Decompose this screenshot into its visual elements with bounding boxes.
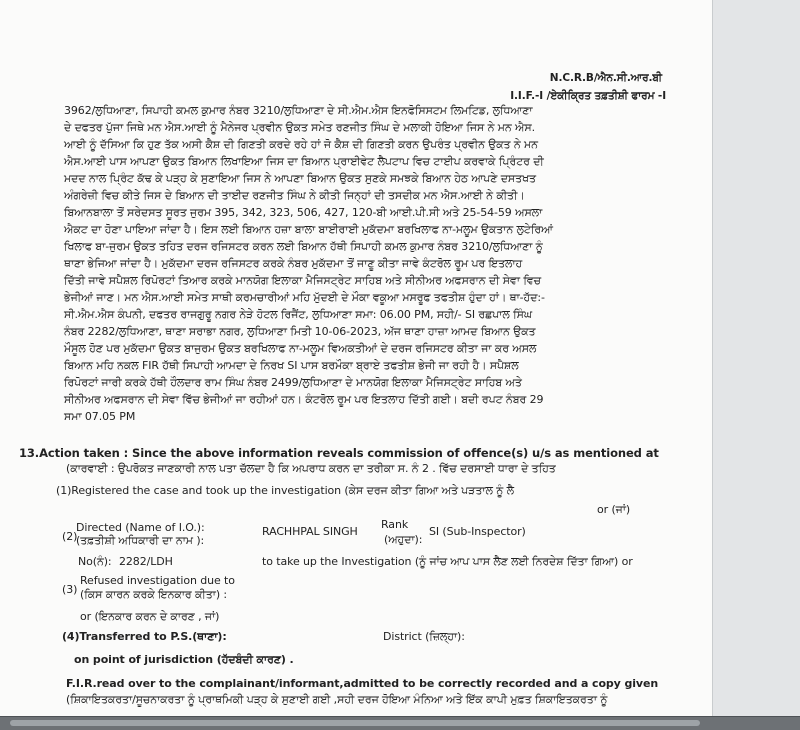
item-2-number: (2)	[62, 530, 78, 543]
statement-line: ਆਈ ਨੂੰ ਦੱਸਿਆ ਕਿ ਹੁਣ ਤੱਕ ਅਸੀ ਕੈਸ਼ ਦੀ ਗਿਣਤੀ ਕਰਦੇ ਰਹੇ ਹਾਂ ਜੋ ਕੈਸ਼ ਦੀ ਗਿਣਤੀ ਕਰਨ ਉਪਰੰਤ ਪ੍ਰਵੀਨ ਉਕਤ ਨੇ ਮਨ	[64, 138, 538, 151]
fir-read-over-pa: (ਸ਼ਿਕਾਇਤਕਰਤਾ/ਸੂਚਨਾਕਰਤਾ ਨੂੰ ਪ੍ਰਾਥਮਿਕੀ ਪੜ੍ਹ ਕੇ ਸੁਣਾਈ ਗਈ ,ਸਹੀ ਦਰਜ ਹੋਇਆ ਮੰਨਿਆ ਅਤੇ ਇੱਕ ਕਾਪੀ ਮੁਫ਼ਤ ਸ਼ਿਕਾਇਤਕਰਤਾ ਨੂੰ	[66, 693, 608, 706]
statement-line: ਸੀਨੀਅਰ ਅਫਸਰਾਨ ਦੀ ਸੇਵਾ ਵਿੱਚ ਭੇਜੀਆਂ ਜਾ ਰਹੀਆਂ ਹਨ। ਕੰਟਰੋਲ ਰੂਮ ਪਰ ਇਤਲਾਹ ਦਿੱਤੀ ਗਈ। ਬਦੀ ਰਪਟ ਨੰਬਰ 29	[64, 393, 544, 406]
jurisdiction-label: on point of jurisdiction (ਹੱਦਬੰਦੀ ਕਾਰਣ) .	[74, 653, 294, 666]
statement-line: ਸੀ.ਐਮ.ਐਸ ਕੰਪਨੀ, ਦਫਤਰ ਰਾਜਗੁਰੂ ਨਗਰ ਨੇੜੇ ਹੋਟਲ ਰਿਜੈਂਟ, ਲੁਧਿਆਣਾ ਸਮਾ: 06.00 PM, ਸਹੀ/- SI ਰਛਪਾਲ ਸਿੰਘ	[64, 308, 532, 321]
scrollbar-thumb[interactable]	[10, 720, 700, 726]
statement-line: ਅੰਗਰੇਜ਼ੀ ਵਿਚ ਕੀਤੇ ਜਿਸ ਦੇ ਬਿਆਨ ਦੀ ਤਾਈਦ ਰਣਜੀਤ ਸਿੰਘ ਨੇ ਕੀਤੀ ਜਿਨ੍ਹਾਂ ਦੀ ਤਸਦੀਕ ਮਨ ਐਸ.ਆਈ ਨੇ ਕੀਤੀ।	[64, 189, 525, 202]
item-registered: (1)Registered the case and took up the investigation (ਕੇਸ ਦਰਜ ਕੀਤਾ ਗਿਆ ਅਤੇ ਪੜਤਾਲ ਨੂੰ ਲੈ	[56, 484, 514, 497]
fir-read-over: F.I.R.read over to the complainant/informant,admitted to be correctly recorded and a copy given	[66, 677, 659, 690]
rank-value: SI (Sub-Inspector)	[429, 525, 526, 538]
ncrb-header: N.C.R.B/ਐਨ.ਸੀ.ਆਰ.ਬੀ	[549, 72, 662, 84]
statement-line: ਬਿਆਨਬਾਲਾ ਤੋਂ ਸਰੇਦਸਤ ਸੂਰਤ ਜੁਰਮ 395, 342, 323, 506, 427, 120-ਬੀ ਆਈ.ਪੀ.ਸੀ ਅਤੇ 25-54-59 ਅਸਲਾ	[64, 206, 543, 219]
or-label: or (ਜਾਂ)	[597, 503, 631, 516]
io-name: RACHHPAL SINGH	[262, 525, 358, 538]
statement-line: ਸਮਾ 07.05 PM	[64, 410, 136, 423]
directed-label-pa: (ਤਫ਼ਤੀਸ਼ੀ ਅਧਿਕਾਰੀ ਦਾ ਨਾਮ ):	[76, 534, 205, 547]
viewer-background	[712, 0, 800, 716]
refused-label-pa: (ਕਿਸ ਕਾਰਨ ਕਰਕੇ ਇਨਕਾਰ ਕੀਤਾ) :	[80, 588, 228, 601]
action-heading-pa: (ਕਾਰਵਾਈ : ਉਪਰੋਕਤ ਜਾਣਕਾਰੀ ਨਾਲ ਪਤਾ ਚੱਲਦਾ ਹੈ ਕਿ ਅਪਰਾਧ ਕਰਨ ਦਾ ਤਰੀਕਾ ਸ. ਨੰ 2 . ਵਿੱਚ ਦਰਸਾਈ ਧਾਰਾ ਦੇ ਤਹਿਤ	[66, 462, 556, 475]
district-label: District (ਜ਼ਿਲ੍ਹਾ):	[383, 630, 465, 643]
officer-number-label: No(ਨੰ):	[78, 555, 112, 568]
statement-line: ਖਿਲਾਫ ਬਾ-ਜੁਰਮ ਉਕਤ ਤਹਿਤ ਦਰਜ ਰਜਿਸਟਰ ਕਰਨ ਲਈ ਬਿਆਨ ਹੱਥੀ ਸਿਪਾਹੀ ਕਮਲ ਕੁਮਾਰ ਨੰਬਰ 3210/ਲੁਧਿਆਣਾ ਨੂੰ	[64, 240, 543, 253]
statement-line: ਥਾਣਾ ਭੇਜਿਆ ਜਾਂਦਾ ਹੈ। ਮੁਕੱਦਮਾ ਦਰਜ ਰਜਿਸਟਰ ਕਰਕੇ ਨੰਬਰ ਮੁਕੱਦਮਾ ਤੋਂ ਜਾਣੂ ਕੀਤਾ ਜਾਵੇ ਕੰਟਰੋਲ ਰੂਮ ਪਰ ਇਤਲਾਹ	[64, 257, 523, 270]
statement-line: ਮੌਸੂਲ ਹੋਣ ਪਰ ਮੁਕੱਦਮਾ ਉਕਤ ਬਾਜੁਰਮ ਉਕਤ ਬਰਖਿਲਾਫ ਨਾ-ਮਲੂਮ ਵਿਅਕਤੀਆਂ ਦੇ ਦਰਜ ਰਜਿਸਟਰ ਕੀਤਾ ਜਾ ਕਰ ਅਸਲ	[64, 342, 537, 355]
statement-line: 3962/ਲੁਧਿਆਣਾ, ਸਿਪਾਹੀ ਕਮਲ ਕੁਮਾਰ ਨੰਬਰ 3210/ਲੁਧਿਆਣਾ ਦੇ ਸੀ.ਐਮ.ਐਸ ਇਨਫੋਸਿਸਟਮ ਲਿਮਟਿਡ, ਲੁਧਿਆਣਾ	[64, 104, 533, 117]
statement-line: ਐਕਟ ਦਾ ਹੋਣਾ ਪਾਇਆ ਜਾਂਦਾ ਹੈ। ਇਸ ਲਈ ਬਿਆਨ ਹਜ਼ਾ ਬਾਲਾ ਬਾਈਰਾਈ ਮੁਕੱਦਮਾ ਬਰਖਿਲਾਫ ਨਾ-ਮਲੂਮ ਉਕਤਾਨ ਲੁਟੇਰਿਆਂ	[64, 223, 553, 236]
rank-label-pa: (ਅਹੁਦਾ):	[384, 533, 423, 546]
statement-line: ਨੰਬਰ 2282/ਲੁਧਿਆਣਾ, ਥਾਣਾ ਸਰਾਭਾ ਨਗਰ, ਲੁਧਿਆਣਾ ਮਿਤੀ 10-06-2023, ਅੱਜ ਥਾਣਾ ਹਾਜ਼ਾ ਆਮਦ ਬਿਆਨ ਉਕਤ	[64, 325, 536, 338]
directed-label: Directed (Name of I.O.):	[76, 521, 205, 534]
item-3-number: (3)	[62, 583, 78, 596]
rank-label: Rank	[381, 518, 409, 531]
refused-label: Refused investigation due to	[80, 574, 235, 587]
statement-line: ਬਿਆਨ ਮਹਿ ਨਕਲ FIR ਹੱਥੀ ਸਿਪਾਹੀ ਆਮਦਾ ਦੇ ਨਿਰਖ SI ਪਾਸ ਬਰਮੌਕਾ ਬ੍ਰਾਏ ਤਫਤੀਸ਼ ਭੇਜੀ ਜਾ ਰਹੀ ਹੈ। ਸਪੈਸ਼ਲ	[64, 359, 519, 372]
statement-line: ਦਿੱਤੀ ਜਾਵੇ ਸਪੈਸ਼ਲ ਰਿਪੋਰਟਾਂ ਤਿਆਰ ਕਰਕੇ ਮਾਨਯੋਗ ਇਲਾਕਾ ਮੈਜਿਸਟ੍ਰੇਟ ਸਾਹਿਬ ਅਤੇ ਸੀਨੀਅਰ ਅਫਸਰਾਨ ਦੀ ਸੇਵਾ ਵਿਚ	[64, 274, 541, 287]
officer-number: 2282/LDH	[119, 555, 173, 568]
statement-line: ਭੇਜੀਆਂ ਜਾਣ। ਮਨ ਐਸ.ਆਈ ਸਮੇਤ ਸਾਥੀ ਕਰਮਚਾਰੀਆਂ ਮਹਿ ਮੁੱਦਈ ਦੇ ਮੌਕਾ ਵਕੂਆ ਮਸਰੂਫ ਤਫਤੀਸ਼ ਹੁੰਦਾ ਹਾਂ। ਥਾ-ਹੱਦ:-	[64, 291, 545, 304]
transferred-label: (4)Transferred to P.S.(ਥਾਣਾ):	[62, 630, 227, 643]
action-heading-en: 13.Action taken : Since the above information reveals commission of offence(s) u/s as mentioned at	[19, 446, 659, 460]
statement-line: ਐਸ.ਆਈ ਪਾਸ ਆਪਣਾ ਉਕਤ ਬਿਆਨ ਲਿਖਾਇਆ ਜਿਸ ਦਾ ਬਿਆਨ ਪ੍ਰਾਈਵੇਟ ਲੈਪਟਾਪ ਵਿਚ ਟਾਈਪ ਕਰਵਾਕੇ ਪ੍ਰਿੰਟਰ ਦੀ	[64, 155, 544, 168]
statement-line: ਰਿਪੋਰਟਾਂ ਜਾਰੀ ਕਰਕੇ ਹੱਥੀ ਹੌਲਦਾਰ ਰਾਮ ਸਿੰਘ ਨੰਬਰ 2499/ਲੁਧਿਆਣਾ ਦੇ ਮਾਨਯੋਗ ਇਲਾਕਾ ਮੈਜਿਸਟ੍ਰੇਟ ਸਾਹਿਬ ਅਤੇ	[64, 376, 522, 389]
horizontal-scrollbar[interactable]	[0, 716, 800, 730]
refusal-reason-label: or (ਇਨਕਾਰ ਕਰਨ ਦੇ ਕਾਰਣ , ਜਾਂ)	[80, 610, 220, 623]
iif-header: I.I.F.-I /ਏਕੀਕ੍ਰਿਤ ਤਫ਼ਤੀਸ਼ੀ ਫਾਰਮ -I	[510, 90, 666, 102]
statement-line: ਦੇ ਦਫਤਰ ਪੁੱਜਾ ਜਿਥੇ ਮਨ ਐਸ.ਆਈ ਨੂੰ ਮੈਨੇਜਰ ਪ੍ਰਵੀਨ ਉਕਤ ਸਮੇਤ ਰਣਜੀਤ ਸਿੰਘ ਦੇ ਮਲਾਕੀ ਹੋਇਆ ਜਿਸ ਨੇ ਮਨ ਐਸ.	[64, 121, 536, 134]
take-up-investigation: to take up the Investigation (ਨੂੰ ਜਾਂਚ ਆਪ ਪਾਸ ਲੈਣ ਲਈ ਨਿਰਦੇਸ਼ ਦਿੱਤਾ ਗਿਆ) or	[262, 555, 633, 568]
statement-line: ਮਦਦ ਨਾਲ ਪ੍ਰਿੰਟ ਕੱਢ ਕੇ ਪੜ੍ਹ ਕੇ ਸੁਣਾਇਆ ਜਿਸ ਨੇ ਆਪਣਾ ਬਿਆਨ ਉਕਤ ਸੁਣਕੇ ਸਮਝਕੇ ਬਿਆਨ ਹੇਠ ਆਪਣੇ ਦਸਤਖਤ	[64, 172, 536, 185]
